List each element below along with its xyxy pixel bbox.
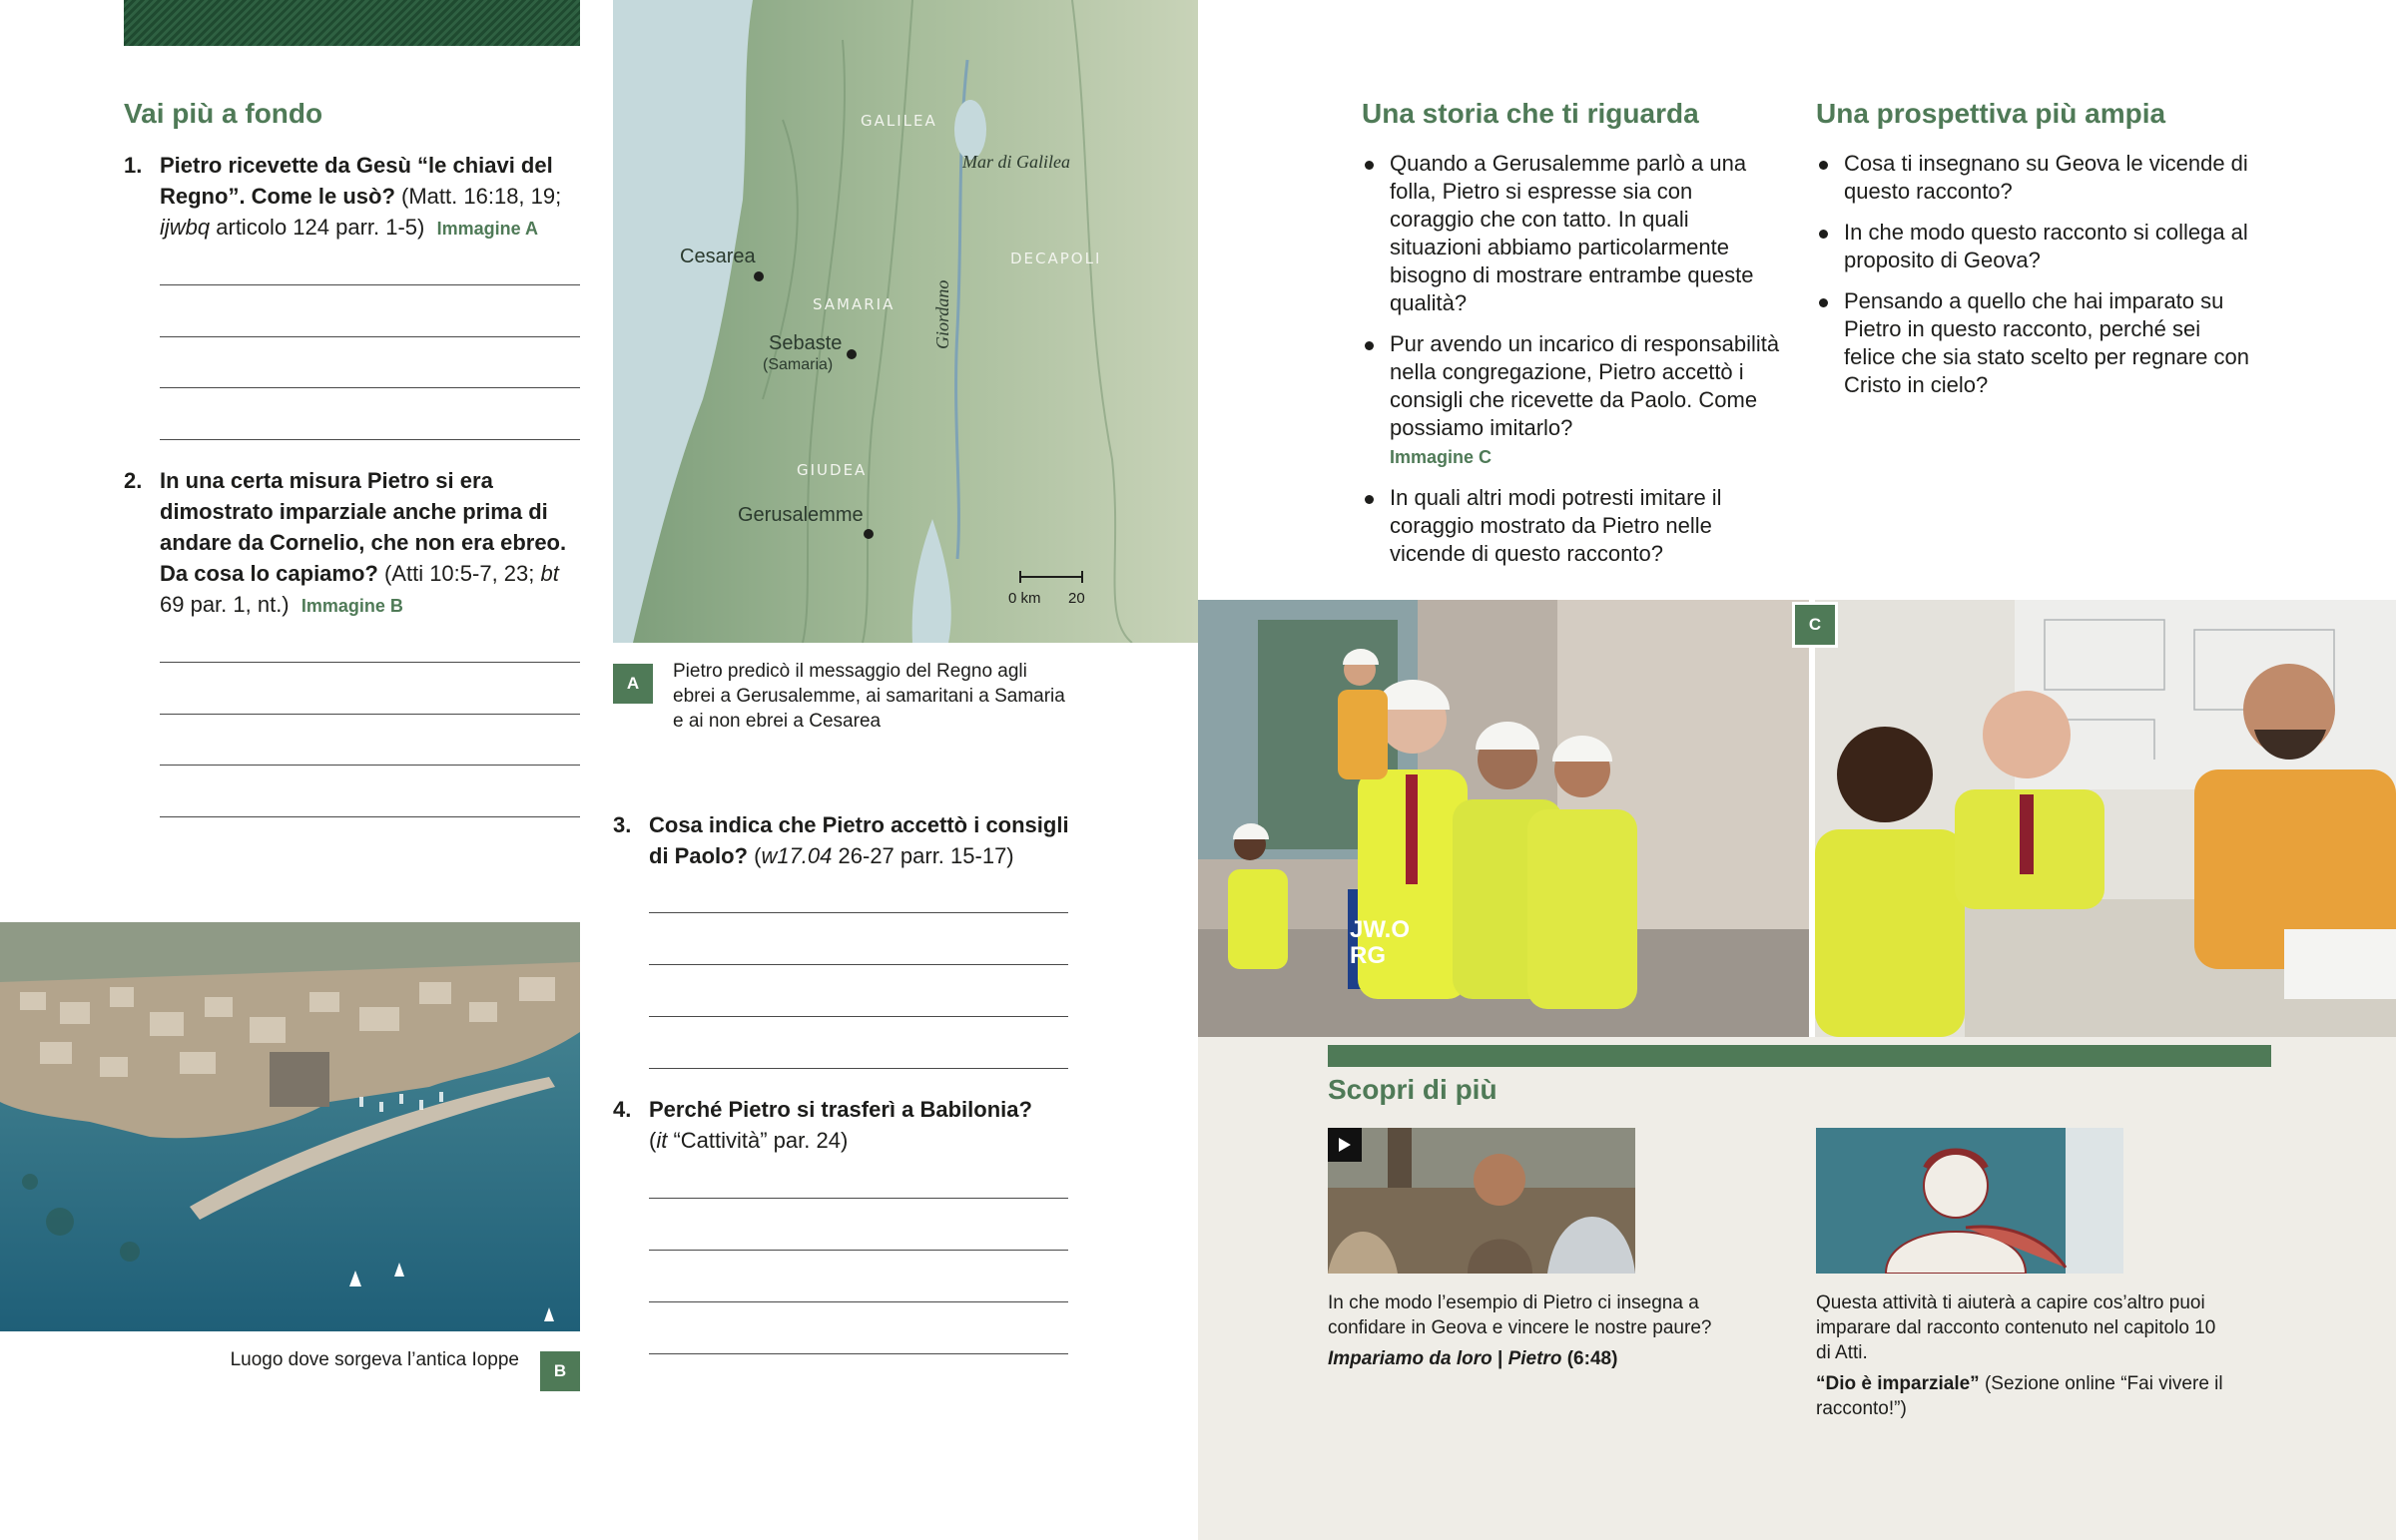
wide-question — [1816, 287, 2255, 399]
reference: articolo 124 parr. 1-5) — [210, 215, 425, 240]
reference: (Matt. 16:18, 19; — [394, 184, 562, 209]
question-number: 3. — [613, 812, 632, 837]
reference-pub: ijwbq — [160, 215, 211, 240]
activity-description: Questa attività ti aiuterà a capire cos’altro puoi imparare dal racconto contenuto nel capitolo 10 di Atti. — [1816, 1292, 2216, 1363]
map-city-sebaste: Sebaste — [769, 332, 843, 354]
story-question — [1362, 150, 1781, 317]
reference: ( — [649, 1128, 657, 1153]
map-city-gerusalemme: Gerusalemme — [738, 504, 864, 526]
answer-line[interactable] — [649, 1250, 1068, 1251]
answer-line[interactable] — [649, 912, 1068, 913]
map-terrain — [613, 0, 1198, 643]
answer-line[interactable] — [160, 284, 580, 285]
answer-line[interactable] — [649, 964, 1068, 965]
answer-line[interactable] — [160, 816, 580, 817]
harbor-illustration — [0, 922, 580, 1331]
play-icon[interactable] — [1328, 1128, 1362, 1162]
wide-question-text: Pensando a quello che hai imparato su Pietro in questo racconto, perché sei felice che sia stato scelto per regnare con Cristo in cielo? — [1844, 288, 2250, 397]
map-region-galilea: GALILEA — [861, 112, 937, 130]
question-number: 2. — [124, 468, 143, 493]
answer-line[interactable] — [649, 1016, 1068, 1017]
wide-section-title: Una prospettiva più ampia — [1816, 98, 2166, 129]
reference: (Atti 10:5-7, 23; — [377, 561, 541, 586]
decorative-green-header-band — [124, 0, 580, 46]
question-2 — [124, 465, 583, 622]
city-dot — [864, 529, 874, 539]
construction-illustration — [1198, 600, 1809, 1037]
map-river-label: Giordano — [932, 279, 952, 349]
wide-question-text: Cosa ti insegnano su Geova le vicende di questo racconto? — [1844, 151, 2248, 204]
story-question-list — [1362, 150, 1781, 581]
story-question-text: Quando a Gerusalemme parlò a una folla, Pietro si espresse sia con coraggio che con tatto. In quali situazioni abbiamo particolarmente bisogno di mostrare entrambe queste qualità? — [1390, 151, 1754, 315]
activity-link[interactable] — [1816, 1371, 2235, 1421]
activity-title: “Dio è imparziale” — [1816, 1373, 1980, 1394]
activity-note: (Sezione online “Fai vivere il racconto!”) — [1816, 1373, 2223, 1419]
video-description: In che modo l’esempio di Pietro ci insegna a confidare in Geova e vincere le nostre paure? — [1328, 1292, 1712, 1338]
map-scale-end: 20 — [1068, 590, 1085, 607]
video-thumbnail[interactable] — [1328, 1128, 1635, 1274]
question-text: Pietro ricevette da Gesù “le chiavi del Regno”. Come le usò? — [160, 153, 553, 209]
map-region-giudea: GIUDEA — [797, 461, 868, 479]
section-title: Vai più a fondo — [124, 98, 323, 129]
video-series: Impariamo da loro — [1328, 1348, 1493, 1369]
answer-line[interactable] — [160, 662, 580, 663]
answer-line[interactable] — [649, 1301, 1068, 1302]
video-scene — [1328, 1128, 1635, 1274]
story-section-title: Una storia che ti riguarda — [1362, 98, 1699, 129]
map-scale-zero: 0 km — [1008, 590, 1041, 607]
more-info-title: Scopri di più — [1328, 1074, 1498, 1105]
story-question — [1362, 484, 1781, 568]
question-number: 1. — [124, 153, 143, 178]
region-map — [613, 0, 1198, 643]
wide-question — [1816, 219, 2255, 274]
reference-pub: w17.04 — [761, 843, 833, 868]
image-badge-b: B — [540, 1351, 580, 1391]
image-badge-a: A — [613, 664, 653, 704]
wide-question-text: In che modo questo racconto si collega al proposito di Geova? — [1844, 220, 2248, 272]
activity-caption — [1816, 1290, 2235, 1421]
question-3 — [613, 809, 1082, 871]
story-question-text: In quali altri modi potresti imitare il coraggio mostrato da Pietro nelle vicende di questo racconto? — [1390, 485, 1722, 566]
video-caption — [1328, 1290, 1767, 1371]
answer-line[interactable] — [160, 387, 580, 388]
question-text: Perché Pietro si trasferì a Babilonia? — [649, 1097, 1032, 1122]
image-tag[interactable]: Immagine B — [300, 596, 403, 616]
image-badge-c: C — [1792, 602, 1838, 648]
video-duration: (6:48) — [1561, 1348, 1618, 1369]
construction-site-photo — [1198, 600, 1809, 1037]
more-info-panel — [1198, 1037, 2396, 1540]
separator: | — [1492, 1348, 1508, 1369]
map-city-cesarea: Cesarea — [680, 246, 756, 267]
map-caption: Pietro predicò il messaggio del Regno agli ebrei a Gerusalemme, ai samaritani a Samaria e ai non ebrei a Cesarea — [673, 661, 1065, 732]
reference-pub: it — [656, 1128, 668, 1153]
joppa-harbor-photo — [0, 922, 580, 1331]
map-sea-label: Mar di Galilea — [962, 152, 1070, 172]
more-info-bar — [1328, 1045, 2271, 1067]
question-1 — [124, 150, 583, 245]
meeting-illustration — [1815, 600, 2396, 1037]
reference: 69 par. 1, nt.) — [160, 592, 290, 617]
story-question-text: Pur avendo un incarico di responsabilità nella congregazione, Pietro accettò i consigli che ricevette da Paolo. Come possiamo imitarlo? — [1390, 331, 1780, 440]
story-question — [1362, 330, 1781, 471]
meeting-photo — [1815, 600, 2396, 1037]
map-region-samaria: SAMARIA — [813, 295, 896, 313]
question-text: In una certa misura Pietro si era dimostrato imparziale anche prima di andare da Cornelio, che non era ebreo. Da cosa lo capiamo? — [160, 468, 567, 586]
reference: “Cattività” par. 24) — [667, 1128, 849, 1153]
city-dot — [847, 349, 857, 359]
activity-thumbnail[interactable] — [1816, 1128, 2123, 1274]
reference-pub: bt — [540, 561, 559, 586]
map-region-decapoli: DECAPOLI — [1010, 250, 1102, 267]
video-name: Pietro — [1507, 1348, 1562, 1369]
city-dot — [754, 271, 764, 281]
answer-line[interactable] — [649, 1068, 1068, 1069]
photo-caption: Luogo dove sorgeva l’antica Ioppe — [230, 1349, 519, 1370]
question-4 — [613, 1094, 1082, 1156]
image-tag[interactable]: Immagine A — [436, 219, 538, 239]
answer-line[interactable] — [160, 714, 580, 715]
image-tag[interactable]: Immagine C — [1390, 447, 1493, 467]
map-city-sebaste-sub: (Samaria) — [763, 356, 834, 373]
wide-question-list — [1816, 150, 2255, 412]
answer-line[interactable] — [649, 1353, 1068, 1354]
answer-line[interactable] — [649, 1198, 1068, 1199]
jw-org-sign: JW.ORG — [1350, 916, 1411, 969]
answer-line[interactable] — [160, 336, 580, 337]
video-link[interactable] — [1328, 1346, 1767, 1371]
question-number: 4. — [613, 1097, 632, 1122]
activity-illustration — [1816, 1128, 2123, 1274]
question-text: Cosa indica che Pietro accettò i consigli di Paolo? — [649, 812, 1069, 868]
reference: ( — [748, 843, 762, 868]
answer-line[interactable] — [160, 765, 580, 766]
reference: 26-27 parr. 15-17) — [832, 843, 1014, 868]
wide-question — [1816, 150, 2255, 206]
answer-line[interactable] — [160, 439, 580, 440]
